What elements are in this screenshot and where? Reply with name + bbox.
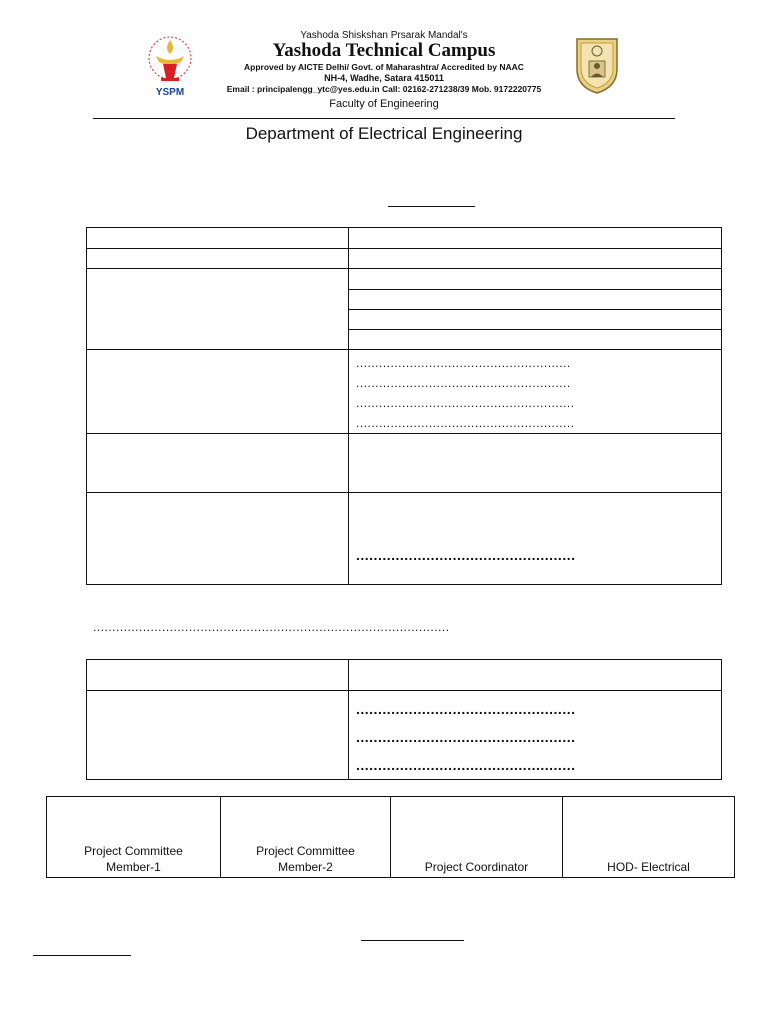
table-row xyxy=(87,228,722,249)
label-cell xyxy=(87,228,349,249)
dotted-entry-cell[interactable] xyxy=(349,493,722,585)
signature-label-line1: Project Committee xyxy=(84,844,183,858)
signature-box-hod[interactable] xyxy=(563,797,735,878)
dotted-line: ......................................................... xyxy=(356,396,575,410)
dotted-line: ......................................................... xyxy=(356,416,575,430)
label-cell xyxy=(87,249,349,269)
dotted-line: .................................................. xyxy=(356,729,576,745)
footer-blank-line xyxy=(361,940,464,941)
signature-label-line2: Member-2 xyxy=(278,860,333,874)
table-row xyxy=(87,249,722,269)
multi-value-cell xyxy=(349,269,722,350)
faculty-line: Faculty of Engineering xyxy=(329,98,439,110)
signature-label-line2: Member-1 xyxy=(106,860,161,874)
value-field[interactable] xyxy=(349,290,721,310)
value-field[interactable] xyxy=(349,434,722,493)
signature-row xyxy=(47,797,735,878)
value-field[interactable] xyxy=(349,310,721,330)
college-crest xyxy=(574,35,620,95)
value-field[interactable] xyxy=(349,269,721,290)
dotted-line: ........................................................ xyxy=(356,376,571,390)
table-row xyxy=(87,493,722,585)
signature-box-member-1[interactable] xyxy=(47,797,221,878)
value-field[interactable] xyxy=(349,249,722,269)
value-field[interactable] xyxy=(349,330,721,349)
dotted-entry-cell[interactable] xyxy=(349,691,722,780)
label-cell xyxy=(87,434,349,493)
table-row xyxy=(87,269,722,350)
yspm-logo xyxy=(141,32,199,100)
signature-table xyxy=(46,796,735,878)
label-cell xyxy=(87,493,349,585)
signature-box-member-2[interactable] xyxy=(221,797,391,878)
dotted-line: .................................................. xyxy=(356,757,576,773)
contact-line: Email : principalengg_ytc@yes.edu.in Call: 02162-271238/39 Mob. 9172220775 xyxy=(226,84,542,94)
title-underline-blank xyxy=(388,206,475,207)
project-details-table xyxy=(86,227,722,585)
yspm-logo-text: YSPM xyxy=(155,87,185,98)
value-field[interactable] xyxy=(349,660,722,691)
campus-name: Yashoda Technical Campus xyxy=(272,40,496,61)
value-field[interactable] xyxy=(349,228,722,249)
table-row xyxy=(87,350,722,434)
label-cell xyxy=(87,660,349,691)
table-row xyxy=(87,691,722,780)
label-cell xyxy=(87,350,349,434)
address-line: NH-4, Wadhe, Satara 415011 xyxy=(324,73,444,83)
remarks-table xyxy=(86,659,722,780)
signature-box-coordinator[interactable] xyxy=(391,797,563,878)
table-row xyxy=(87,660,722,691)
signature-label-line1: Project Committee xyxy=(256,844,355,858)
separator-dotted-line: ............................................................................................. xyxy=(93,620,450,634)
header-divider xyxy=(93,118,675,119)
dotted-line: .................................................. xyxy=(356,547,576,563)
dotted-line: .................................................. xyxy=(356,701,576,717)
approval-line: Approved by AICTE Delhi/ Govt. of Maharashtra/ Accredited by NAAC xyxy=(244,62,524,72)
label-cell xyxy=(87,691,349,780)
label-cell xyxy=(87,269,349,350)
table-row xyxy=(87,434,722,493)
society-name: Yashoda Shiskshan Prsarak Mandal's xyxy=(300,30,468,41)
dotted-entry-cell[interactable] xyxy=(349,350,722,434)
signature-label-line2: Project Coordinator xyxy=(424,860,529,874)
dotted-line: ........................................................ xyxy=(356,356,571,370)
signature-label-line2: HOD- Electrical xyxy=(607,860,690,874)
department-title: Department of Electrical Engineering xyxy=(245,124,523,143)
footer-blank-line xyxy=(33,955,131,956)
